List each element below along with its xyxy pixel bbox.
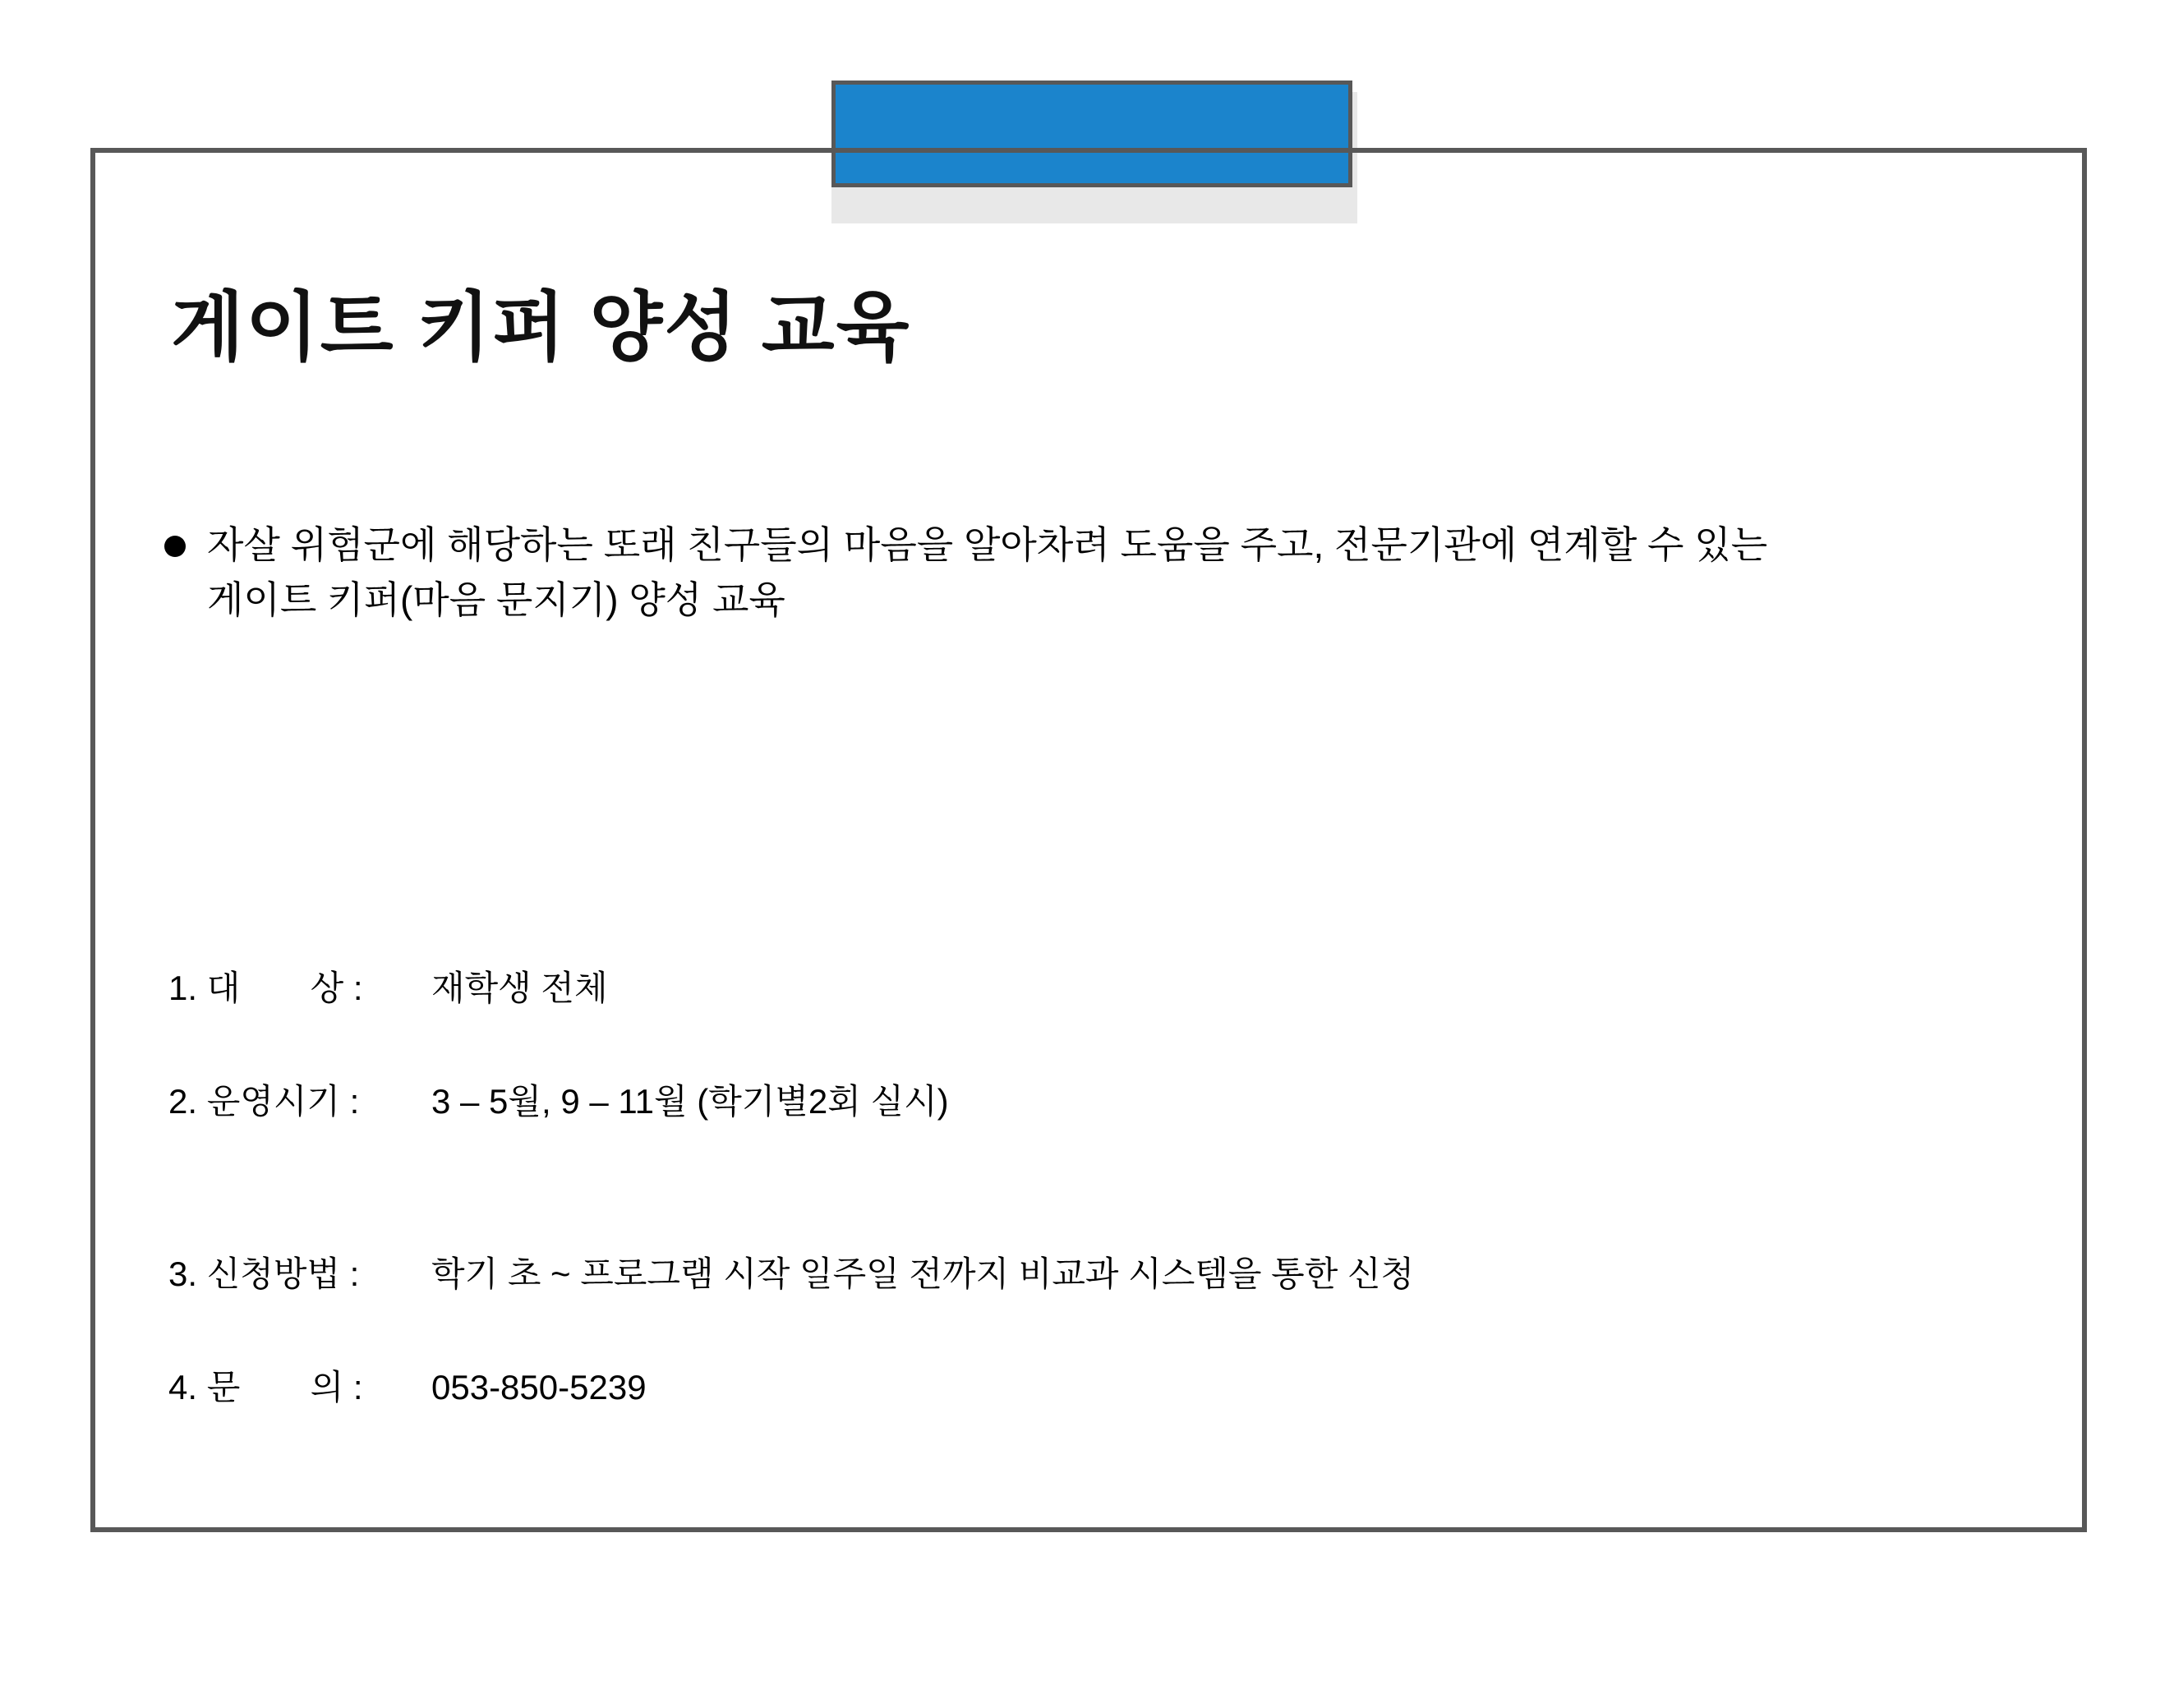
detail-label-period <box>168 1075 431 1124</box>
bullet-dot-icon <box>164 536 186 557</box>
detail-list <box>168 961 1976 1410</box>
detail-index: 2. <box>168 1082 198 1121</box>
row-gap <box>168 1124 1976 1247</box>
list-item <box>168 1075 1976 1124</box>
detail-label-part-b: 상 : <box>310 969 363 1007</box>
detail-label-contact <box>168 1360 431 1410</box>
detail-label-part-b: 의 : <box>310 1368 363 1406</box>
detail-value-target: 재학생 전체 <box>431 969 608 1007</box>
list-item <box>168 1247 1976 1296</box>
detail-label-application <box>168 1247 431 1296</box>
detail-label-part-a: 운영시기 : <box>206 1082 360 1121</box>
detail-label-target <box>168 961 431 1011</box>
detail-index: 4. <box>168 1368 198 1406</box>
list-item <box>168 1360 1976 1410</box>
program-description-text <box>207 518 1767 627</box>
detail-index: 1. <box>168 969 198 1007</box>
row-gap <box>168 1011 1976 1075</box>
description-line-1: 자살 위험군에 해당하는 또래 친구들의 마음을 알아차려 도움을 주고, 전문기관에 연계할 수 있는 <box>207 523 1768 566</box>
detail-value-contact: 053-850-5239 <box>431 1368 647 1406</box>
detail-label-part-a: 신청방법 : <box>206 1255 360 1293</box>
description-line-2: 게이트 키퍼(마음 문지기) 양성 교육 <box>207 578 785 621</box>
row-gap <box>168 1296 1976 1360</box>
detail-index: 3. <box>168 1255 198 1293</box>
detail-label-part-a: 문 <box>206 1368 241 1406</box>
program-description <box>164 518 2021 627</box>
list-item <box>168 961 1976 1011</box>
detail-value-period: 3 – 5월, 9 – 11월 (학기별2회 실시) <box>431 1082 949 1121</box>
detail-value-application: 학기 초 ~ 프로그램 시작 일주일 전까지 비교과 시스템을 통한 신청 <box>431 1255 1415 1293</box>
detail-label-part-a: 대 <box>206 969 241 1007</box>
page-title: 게이트 키퍼 양성 교육 <box>171 286 911 370</box>
